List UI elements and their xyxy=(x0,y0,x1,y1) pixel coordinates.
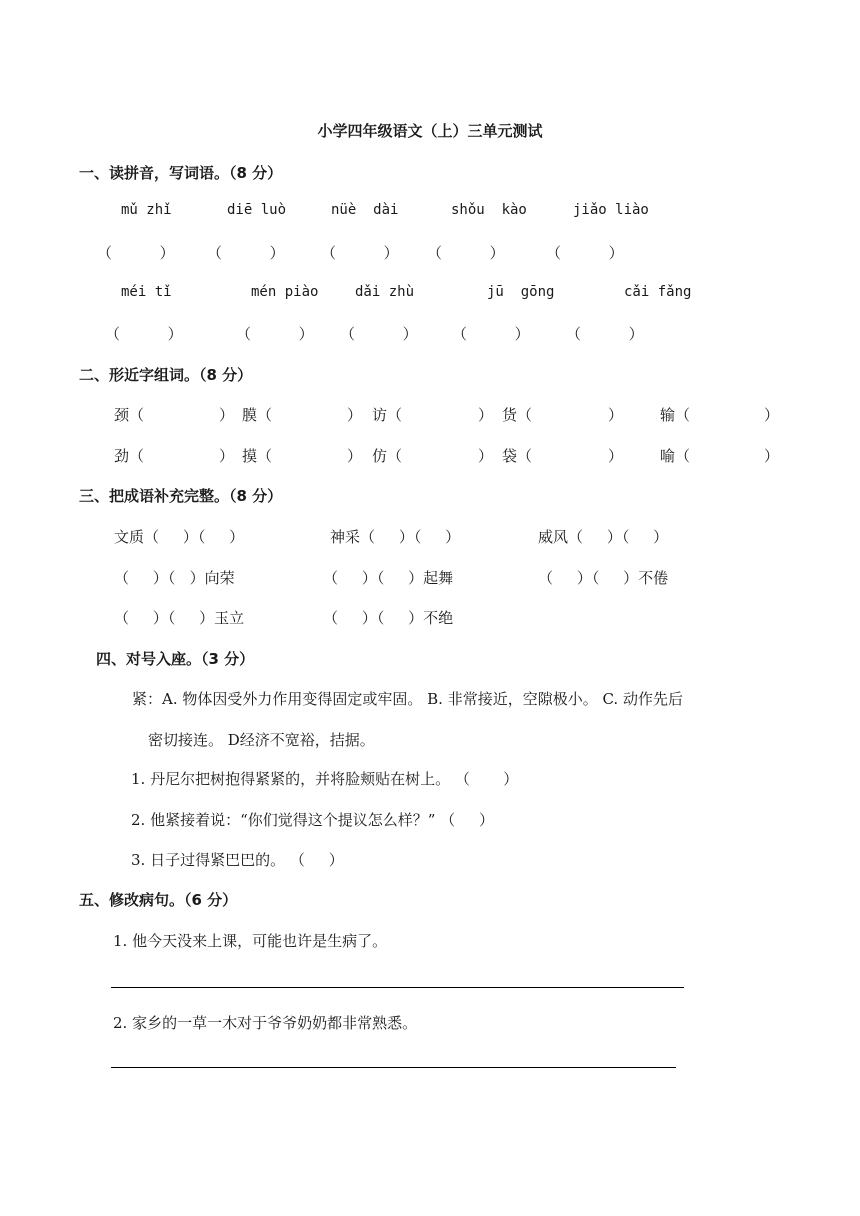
definition-line-1: 紧：A. 物体因受外力作用变得固定或牢固。 B. 非常接近，空隙极小。 C. 动作先后 xyxy=(132,690,683,708)
char-item: 货（ xyxy=(502,406,533,424)
idiom-item: 神采（ ）（ ） xyxy=(330,528,461,546)
char-item: 摸（ xyxy=(242,447,273,465)
idiom-item: 威风（ ）（ ） xyxy=(538,528,669,546)
char-close: ） xyxy=(347,447,363,465)
pinyin-2: diē luò xyxy=(227,202,287,218)
char-item: 输（ xyxy=(660,406,691,424)
answer-blank[interactable]: （ ） xyxy=(207,244,285,262)
char-close: ） xyxy=(608,406,624,424)
answer-blank[interactable]: （ ） xyxy=(546,244,624,262)
char-close: ） xyxy=(608,447,624,465)
char-close: ） xyxy=(219,406,235,424)
pinyin-6: méi tǐ xyxy=(121,284,172,300)
idiom-item: 文质（ ）（ ） xyxy=(114,528,245,546)
answer-blank[interactable]: （ ） xyxy=(105,325,183,343)
char-close: ） xyxy=(764,406,780,424)
char-item: 访（ xyxy=(372,406,403,424)
pinyin-9: jū gōng xyxy=(487,284,555,300)
answer-blank[interactable]: （ ） xyxy=(427,244,505,262)
idiom-item: （ ）（ ）起舞 xyxy=(323,569,454,587)
char-close: ） xyxy=(764,447,780,465)
pinyin-4: shǒu kào xyxy=(451,202,527,218)
section-4-heading: 四、对号入座。（3 分） xyxy=(96,650,255,668)
section-2-heading: 二、形近字组词。（8 分） xyxy=(79,366,253,384)
pinyin-1: mǔ zhǐ xyxy=(121,202,172,218)
answer-blank[interactable]: （ ） xyxy=(452,325,530,343)
question-2: 2. 他紧接着说：“你们觉得这个提议怎么样？” （ ） xyxy=(131,811,495,829)
idiom-item: （ ）（ ）玉立 xyxy=(114,609,245,627)
section-3-heading: 三、把成语补充完整。（8 分） xyxy=(79,487,283,505)
idiom-item: （ ）（ ）不倦 xyxy=(538,569,669,587)
char-item: 袋（ xyxy=(502,447,533,465)
answer-blank[interactable]: （ ） xyxy=(340,325,418,343)
sentence-1: 1. 他今天没来上课，可能也许是生病了。 xyxy=(113,932,388,950)
char-close: ） xyxy=(478,447,494,465)
pinyin-3: nüè dài xyxy=(331,202,399,218)
char-item: 仿（ xyxy=(372,447,403,465)
char-item: 膜（ xyxy=(242,406,273,424)
answer-line-1[interactable] xyxy=(111,987,684,988)
char-item: 劲（ xyxy=(114,447,145,465)
char-close: ） xyxy=(347,406,363,424)
char-item: 喻（ xyxy=(660,447,691,465)
answer-blank[interactable]: （ ） xyxy=(97,244,175,262)
question-1: 1. 丹尼尔把树抱得紧紧的，并将脸颊贴在树上。 （ ） xyxy=(131,770,519,788)
question-3: 3. 日子过得紧巴巴的。 （ ） xyxy=(131,851,344,869)
page-title: 小学四年级语文（上）三单元测试 xyxy=(317,122,543,140)
sentence-2: 2. 家乡的一草一木对于爷爷奶奶都非常熟悉。 xyxy=(113,1014,418,1032)
section-1-heading: 一、读拼音，写词语。（8 分） xyxy=(79,164,283,182)
idiom-item: （ ）（ ）向荣 xyxy=(114,569,235,587)
char-close: ） xyxy=(219,447,235,465)
pinyin-8: dǎi zhù xyxy=(355,284,415,300)
answer-line-2[interactable] xyxy=(111,1067,676,1068)
definition-line-2: 密切接连。 D经济不宽裕，拮据。 xyxy=(148,731,375,749)
char-item: 颈（ xyxy=(114,406,145,424)
answer-blank[interactable]: （ ） xyxy=(321,244,399,262)
idiom-item: （ ）（ ）不绝 xyxy=(323,609,454,627)
answer-blank[interactable]: （ ） xyxy=(236,325,314,343)
char-close: ） xyxy=(478,406,494,424)
pinyin-5: jiǎo liào xyxy=(573,202,649,218)
section-5-heading: 五、修改病句。（6 分） xyxy=(79,891,238,909)
answer-blank[interactable]: （ ） xyxy=(566,325,644,343)
pinyin-7: mén piào xyxy=(251,284,319,300)
pinyin-10: cǎi fǎng xyxy=(624,284,692,300)
